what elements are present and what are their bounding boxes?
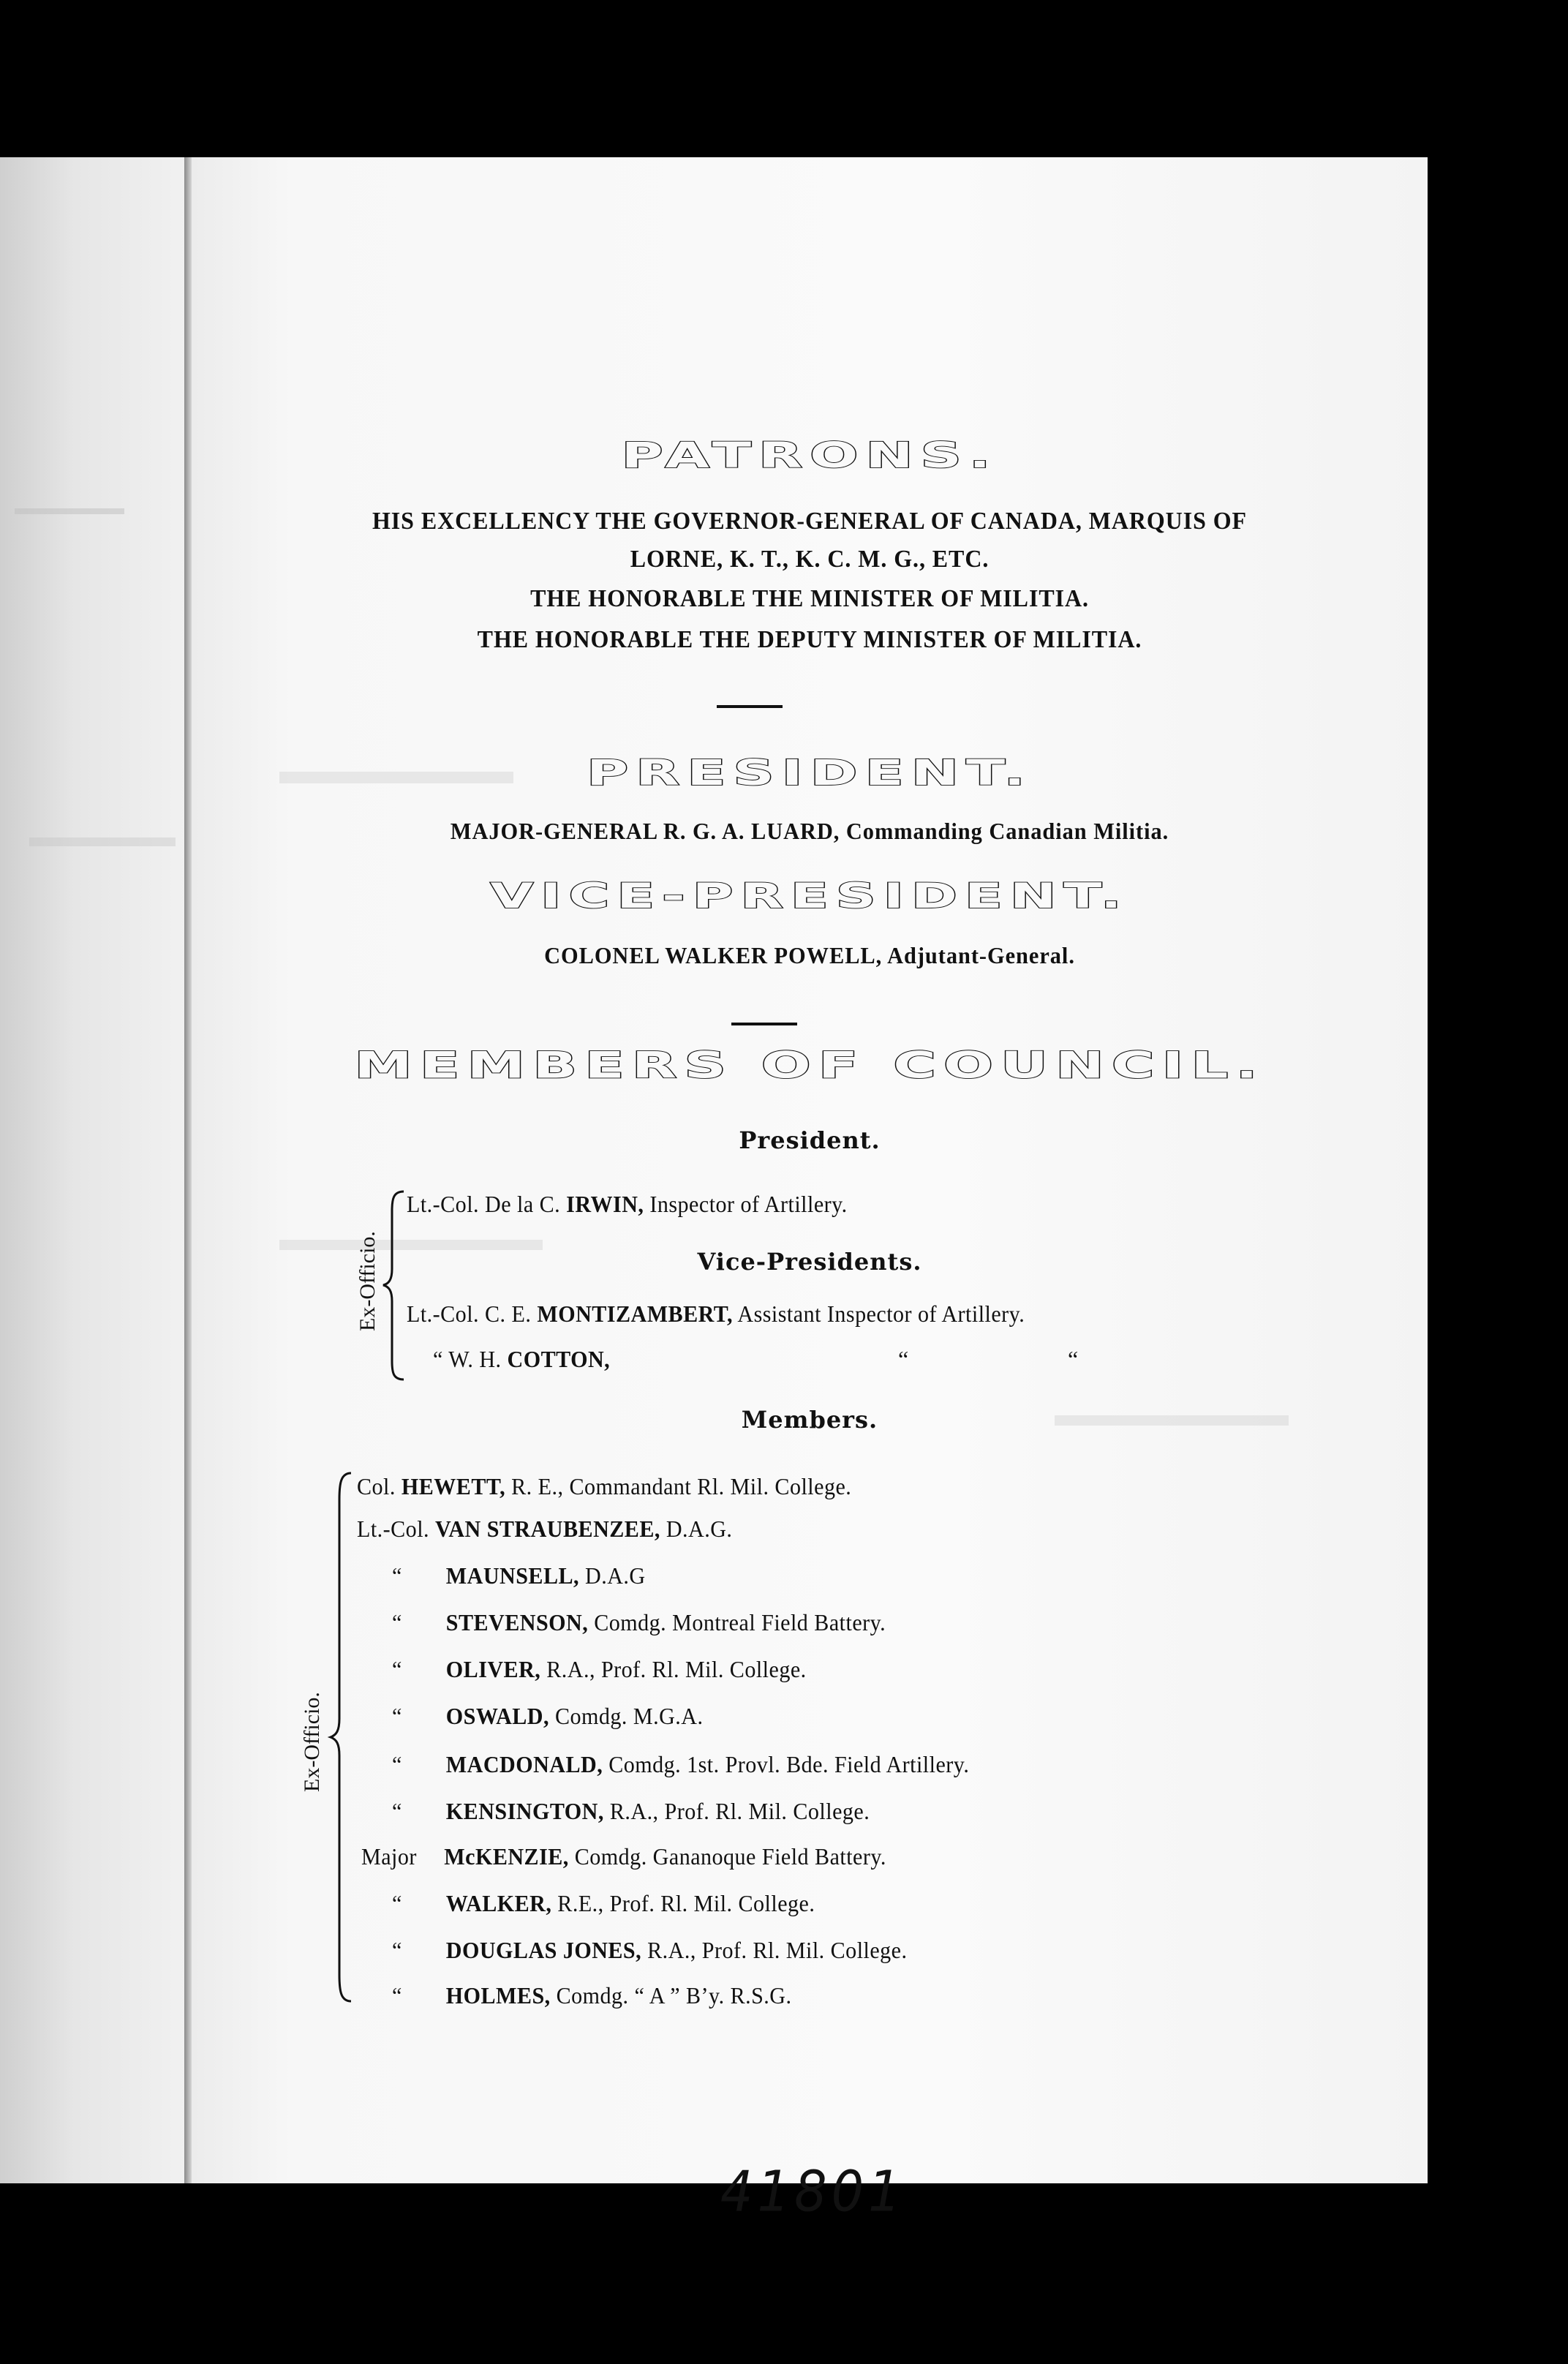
member-title: R.E., Prof. Rl. Mil. College. (557, 1890, 815, 1916)
rank: “ (392, 1703, 402, 1729)
member-name: OLIVER, (445, 1656, 541, 1682)
council-vice-row (433, 1346, 610, 1373)
member-row (392, 1656, 807, 1683)
patrons-line-2: LORNE, K. T., K. C. M. G., ETC. (630, 546, 990, 573)
member-name: OSWALD, (445, 1703, 549, 1729)
council-heading: MEMBERS OF COUNCIL. (354, 1044, 1265, 1087)
member-title: Comdg. Montreal Field Battery. (594, 1609, 886, 1635)
council-president-row (407, 1191, 848, 1218)
rank: “ (392, 1656, 402, 1682)
ex-officio-label: Ex-Officio. (355, 1231, 380, 1331)
member-name: IRWIN, (566, 1191, 644, 1217)
rank: “ (392, 1562, 402, 1589)
member-title: Inspector of Artillery. (649, 1191, 848, 1217)
member-title: R.A., Prof. Rl. Mil. College. (647, 1937, 908, 1963)
ex-officio-label: Ex-Officio. (300, 1692, 324, 1792)
divider-rule (731, 1023, 797, 1025)
rank: “ (392, 1890, 402, 1916)
member-title: Comdg. M.G.A. (554, 1703, 704, 1729)
member-title: Assistant Inspector of Artillery. (737, 1300, 1025, 1327)
patrons-heading: PATRONS. (621, 435, 998, 476)
member-row (392, 1562, 646, 1589)
rank: Col. (357, 1473, 396, 1499)
member-row (392, 1890, 815, 1917)
patrons-line-3: THE HONORABLE THE MINISTER OF MILITIA. (530, 585, 1089, 612)
rank: “ W. H. (433, 1346, 502, 1372)
rank: “ (392, 1751, 402, 1777)
patrons-line-4: THE HONORABLE THE DEPUTY MINISTER OF MILITIA. (477, 626, 1142, 653)
vice-president-line: COLONEL WALKER POWELL, Adjutant-General. (544, 942, 1075, 968)
member-name: KENSINGTON, (445, 1798, 604, 1824)
ditto-mark: “ (898, 1346, 909, 1372)
rank: Lt.-Col. C. E. (407, 1300, 532, 1327)
member-title: Comdg. Gananoque Field Battery. (574, 1843, 886, 1870)
member-title: Comdg. 1st. Provl. Bde. Field Artillery. (608, 1751, 970, 1777)
member-title: D.A.G. (666, 1516, 733, 1542)
handwritten-accession-number: 41801 (720, 2158, 905, 2225)
divider-rule (717, 705, 783, 708)
member-row (392, 1982, 791, 2009)
member-name: HEWETT, (401, 1473, 506, 1499)
book-gutter (184, 157, 192, 2183)
member-title: Comdg. “ A ” B’y. R.S.G. (556, 1982, 792, 2009)
member-name: WALKER, (445, 1890, 552, 1916)
president-line: MAJOR-GENERAL R. G. A. LUARD, Commanding Canadian Militia. (450, 818, 1169, 844)
member-row (392, 1703, 703, 1730)
member-name: VAN STRAUBENZEE, (434, 1516, 660, 1542)
rank: Lt.-Col. De la C. (407, 1191, 561, 1217)
member-row (357, 1473, 851, 1500)
member-row (361, 1843, 886, 1870)
council-members-label: Members. (741, 1406, 878, 1434)
council-president-label: President. (739, 1126, 881, 1154)
rank: Lt.-Col. (357, 1516, 430, 1542)
member-name: COTTON, (507, 1346, 611, 1372)
ditto-mark: “ (1068, 1346, 1079, 1372)
facing-page (0, 157, 186, 2183)
member-name: MONTIZAMBERT, (537, 1300, 734, 1327)
member-title: R.A., Prof. Rl. Mil. College. (546, 1656, 807, 1682)
member-row (392, 1751, 969, 1778)
council-vice-row (407, 1300, 1025, 1328)
brace-mark (380, 1189, 410, 1382)
member-name: MACDONALD, (445, 1751, 603, 1777)
brace-mark (328, 1470, 357, 2004)
member-row (392, 1798, 870, 1825)
bleed-through-mark (29, 837, 176, 846)
rank: “ (392, 1798, 402, 1824)
member-row (392, 1937, 907, 1964)
rank: “ (392, 1937, 402, 1963)
president-heading: PRESIDENT. (586, 753, 1033, 794)
rank: “ (392, 1609, 402, 1635)
member-title: R.A., Prof. Rl. Mil. College. (609, 1798, 870, 1824)
rank: “ (392, 1982, 402, 2009)
rank: Major (361, 1843, 417, 1870)
vice-president-heading: VICE-PRESIDENT. (490, 875, 1129, 916)
council-vice-label: Vice-Presidents. (697, 1248, 922, 1276)
member-name: MAUNSELL, (445, 1562, 580, 1589)
member-name: HOLMES, (445, 1982, 551, 2009)
bleed-through-mark (15, 508, 124, 514)
member-row (357, 1516, 732, 1543)
member-title: D.A.G (585, 1562, 646, 1589)
member-title: R. E., Commandant Rl. Mil. College. (511, 1473, 852, 1499)
member-name: STEVENSON, (445, 1609, 589, 1635)
member-name: DOUGLAS JONES, (445, 1937, 642, 1963)
member-name: McKENZIE, (444, 1843, 569, 1870)
member-row (392, 1609, 886, 1636)
patrons-line-1: HIS EXCELLENCY THE GOVERNOR-GENERAL OF CANADA, MARQUIS OF (372, 508, 1247, 535)
